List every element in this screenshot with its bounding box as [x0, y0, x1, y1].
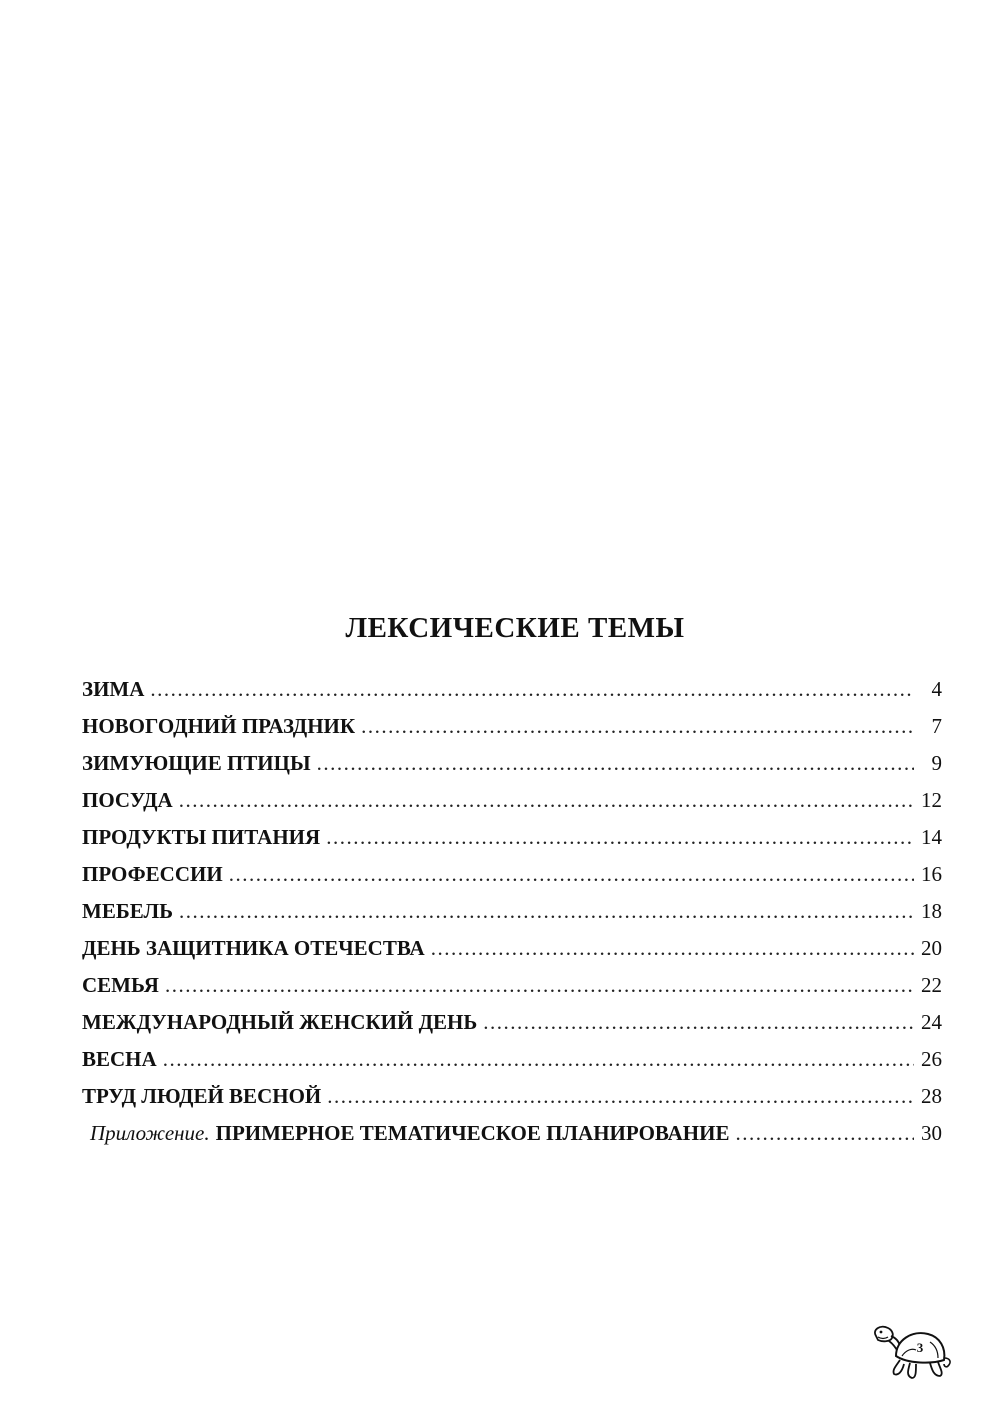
toc-entry — [82, 933, 942, 970]
page-title: ЛЕКСИЧЕСКИЕ ТЕМЫ — [345, 612, 685, 644]
toc-entry-label: СЕМЬЯ — [82, 973, 159, 997]
toc-entry-page: 9 — [931, 751, 942, 775]
toc-dot-leader — [165, 970, 914, 1000]
toc-dot-leader — [179, 785, 914, 815]
toc-appendix-prefix: Приложение. — [90, 1121, 210, 1145]
toc-entry-label: ЗИМА — [82, 677, 145, 701]
toc-dot-leader — [327, 1081, 914, 1111]
toc-entry-label: ДЕНЬ ЗАЩИТНИКА ОТЕЧЕСТВА — [82, 936, 425, 960]
table-of-contents — [82, 674, 942, 1155]
toc-entry-page: 12 — [921, 788, 942, 812]
toc-dot-leader — [150, 674, 914, 704]
toc-entry-label: ПОСУДА — [82, 788, 173, 812]
toc-entry-page: 18 — [921, 899, 942, 923]
turtle-icon — [872, 1322, 952, 1384]
toc-appendix-title: ПРИМЕРНОЕ ТЕМАТИЧЕСКОЕ ПЛАНИРОВАНИЕ — [215, 1121, 730, 1145]
toc-entry — [82, 822, 942, 859]
toc-entry — [82, 859, 942, 896]
toc-dot-leader — [326, 822, 914, 852]
toc-entry-page: 30 — [921, 1121, 942, 1145]
toc-entry — [82, 1007, 942, 1044]
toc-entry — [82, 748, 942, 785]
toc-dot-leader — [317, 748, 914, 778]
toc-dot-leader — [431, 933, 914, 963]
toc-entry-page: 22 — [921, 973, 942, 997]
toc-entry-label: ЗИМУЮЩИЕ ПТИЦЫ — [82, 751, 311, 775]
toc-dot-leader — [361, 711, 914, 741]
toc-appendix-label — [90, 1118, 729, 1148]
toc-entry-label: МЕЖДУНАРОДНЫЙ ЖЕНСКИЙ ДЕНЬ — [82, 1010, 478, 1034]
page-number: 3 — [916, 1340, 924, 1355]
toc-entry — [82, 1081, 942, 1118]
toc-entry-page: 14 — [921, 825, 942, 849]
toc-entry — [82, 674, 942, 711]
toc-entry — [82, 970, 942, 1007]
toc-entry-page: 7 — [931, 714, 942, 738]
toc-entry-appendix — [90, 1118, 942, 1155]
toc-entry-label: ВЕСНА — [82, 1047, 157, 1071]
toc-entry — [82, 1044, 942, 1081]
toc-entry-page: 26 — [921, 1047, 942, 1071]
toc-entry-page: 20 — [921, 936, 942, 960]
toc-entry-page: 16 — [921, 862, 942, 886]
toc-entry-page: 24 — [921, 1010, 942, 1034]
toc-entry-label: ТРУД ЛЮДЕЙ ВЕСНОЙ — [82, 1084, 322, 1108]
toc-entry — [82, 785, 942, 822]
toc-dot-leader — [229, 859, 914, 889]
toc-entry-label: НОВОГОДНИЙ ПРАЗДНИК — [82, 714, 356, 738]
toc-entry-page: 28 — [921, 1084, 942, 1108]
toc-entry — [82, 711, 942, 748]
toc-entry-label: МЕБЕЛЬ — [82, 899, 173, 923]
toc-dot-leader — [179, 896, 914, 926]
toc-entry — [82, 896, 942, 933]
toc-entry-label: ПРОДУКТЫ ПИТАНИЯ — [82, 825, 321, 849]
toc-entry-label: ПРОФЕССИИ — [82, 862, 223, 886]
toc-entry-page: 4 — [931, 677, 942, 701]
toc-dot-leader — [483, 1007, 914, 1037]
toc-dot-leader — [735, 1118, 914, 1148]
toc-dot-leader — [163, 1044, 914, 1074]
